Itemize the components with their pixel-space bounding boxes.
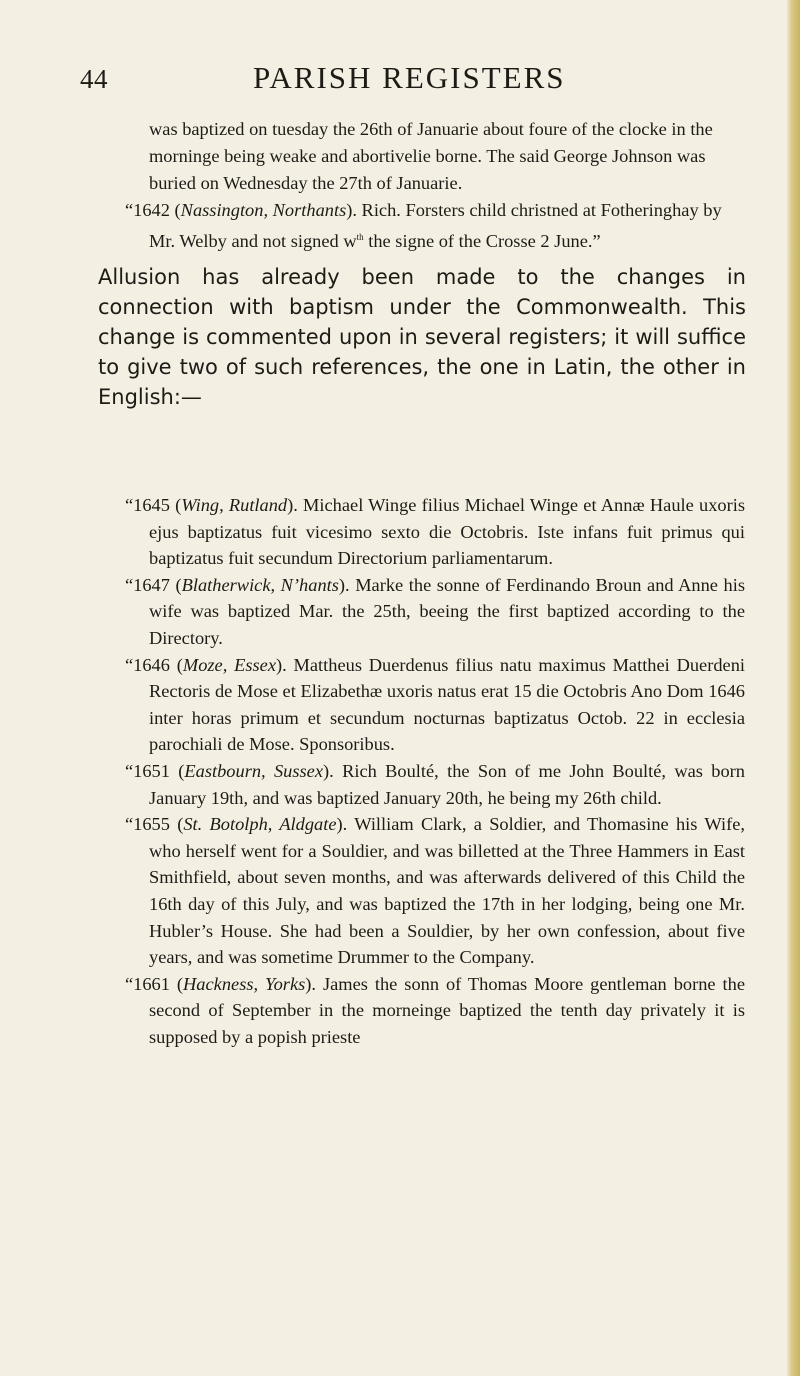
page-header [80, 60, 720, 100]
entry-place: St. Botolph, Aldgate [183, 814, 337, 835]
entry-place: Nassington, Northants [180, 200, 347, 220]
register-entry: “1655 (St. Botolph, Aldgate). William Clark, a Soldier, and Thomasine his Wife, who herself went for a Souldier, and was billetted at the Three Hammers in East Smithfield, about seven months, and was afterwards delivered of this Child the 16th day of this July, and was baptized the 17th in her lodging, being one Mr. Hubler’s House. She had been a Souldier, by her own confession, about five years, and was sometime Drummer to the Company. [125, 814, 745, 968]
register-entry: “1645 (Wing, Rutland). Michael Winge filius Michael Winge et Annæ Haule uxoris ejus baptizatus fuit vicesimo sexto die Octobris. Iste infans fuit primus qui baptizatus fuit secundum Directorium parliamentarum. [125, 495, 745, 569]
register-entry-continued: was baptized on tuesday the 26th of Januarie about foure of the clocke in the morninge being weake and abortivelie borne. The said George Johnson was buried on Wednesday the 27th of Januarie. [149, 119, 713, 193]
page-edge [786, 0, 800, 1376]
running-title: PARISH REGISTERS [253, 60, 566, 95]
entry-place: Wing, Rutland [181, 495, 288, 515]
register-extracts-bottom [125, 492, 745, 1050]
entry-place: Hackness, Yorks [183, 973, 306, 994]
body-paragraph: Allusion has already been made to the changes in connection with baptism under the Commonwealth. This change is commented upon in several registers; it will suffice to give two of such references, the one in Latin, the other in English:— [98, 265, 746, 409]
register-entry: “1642 (Nassington, Northants). Rich. Forsters child christned at Fotheringhay by Mr. Welby and not signed $w^{th}$ the signe of the Crosse 2 June.” [125, 200, 722, 251]
register-entry: “1646 (Moze, Essex). Mattheus Duerdenus filius natu maximus Matthei Duerdeni Rectoris de Mose et Elizabethæ uxoris natus erat 15 die Octobris Ano Dom 1646 inter horas primum et secundum nocturnas baptizatus Octob. 22 in ecclesia parochiali de Mose. Sponsoribus. [125, 654, 746, 755]
register-entry: “1661 (Hackness, Yorks). James the sonn of Thomas Moore gentleman borne the second of September in the morneinge baptized the tenth day privately it is supposed by a popish prieste [125, 973, 745, 1047]
register-entry: “1647 (Blatherwick, N’hants). Marke the sonne of Ferdinando Broun and Anne his wife was baptized Mar. the 25th, beeing the first baptized according to the Directory. [125, 574, 745, 648]
entry-place: Blatherwick, N’hants [181, 574, 339, 595]
page-number: 44 [80, 64, 108, 94]
register-extracts-top [125, 116, 745, 255]
entry-place: Moze, Essex [182, 654, 276, 675]
register-entry: “1651 (Eastbourn, Sussex). Rich Boulté, the Son of me John Boulté, was born January 19th, and was baptized January 20th, he being my 26th child. [125, 760, 746, 808]
entry-place: Eastbourn, Sussex [184, 760, 324, 781]
